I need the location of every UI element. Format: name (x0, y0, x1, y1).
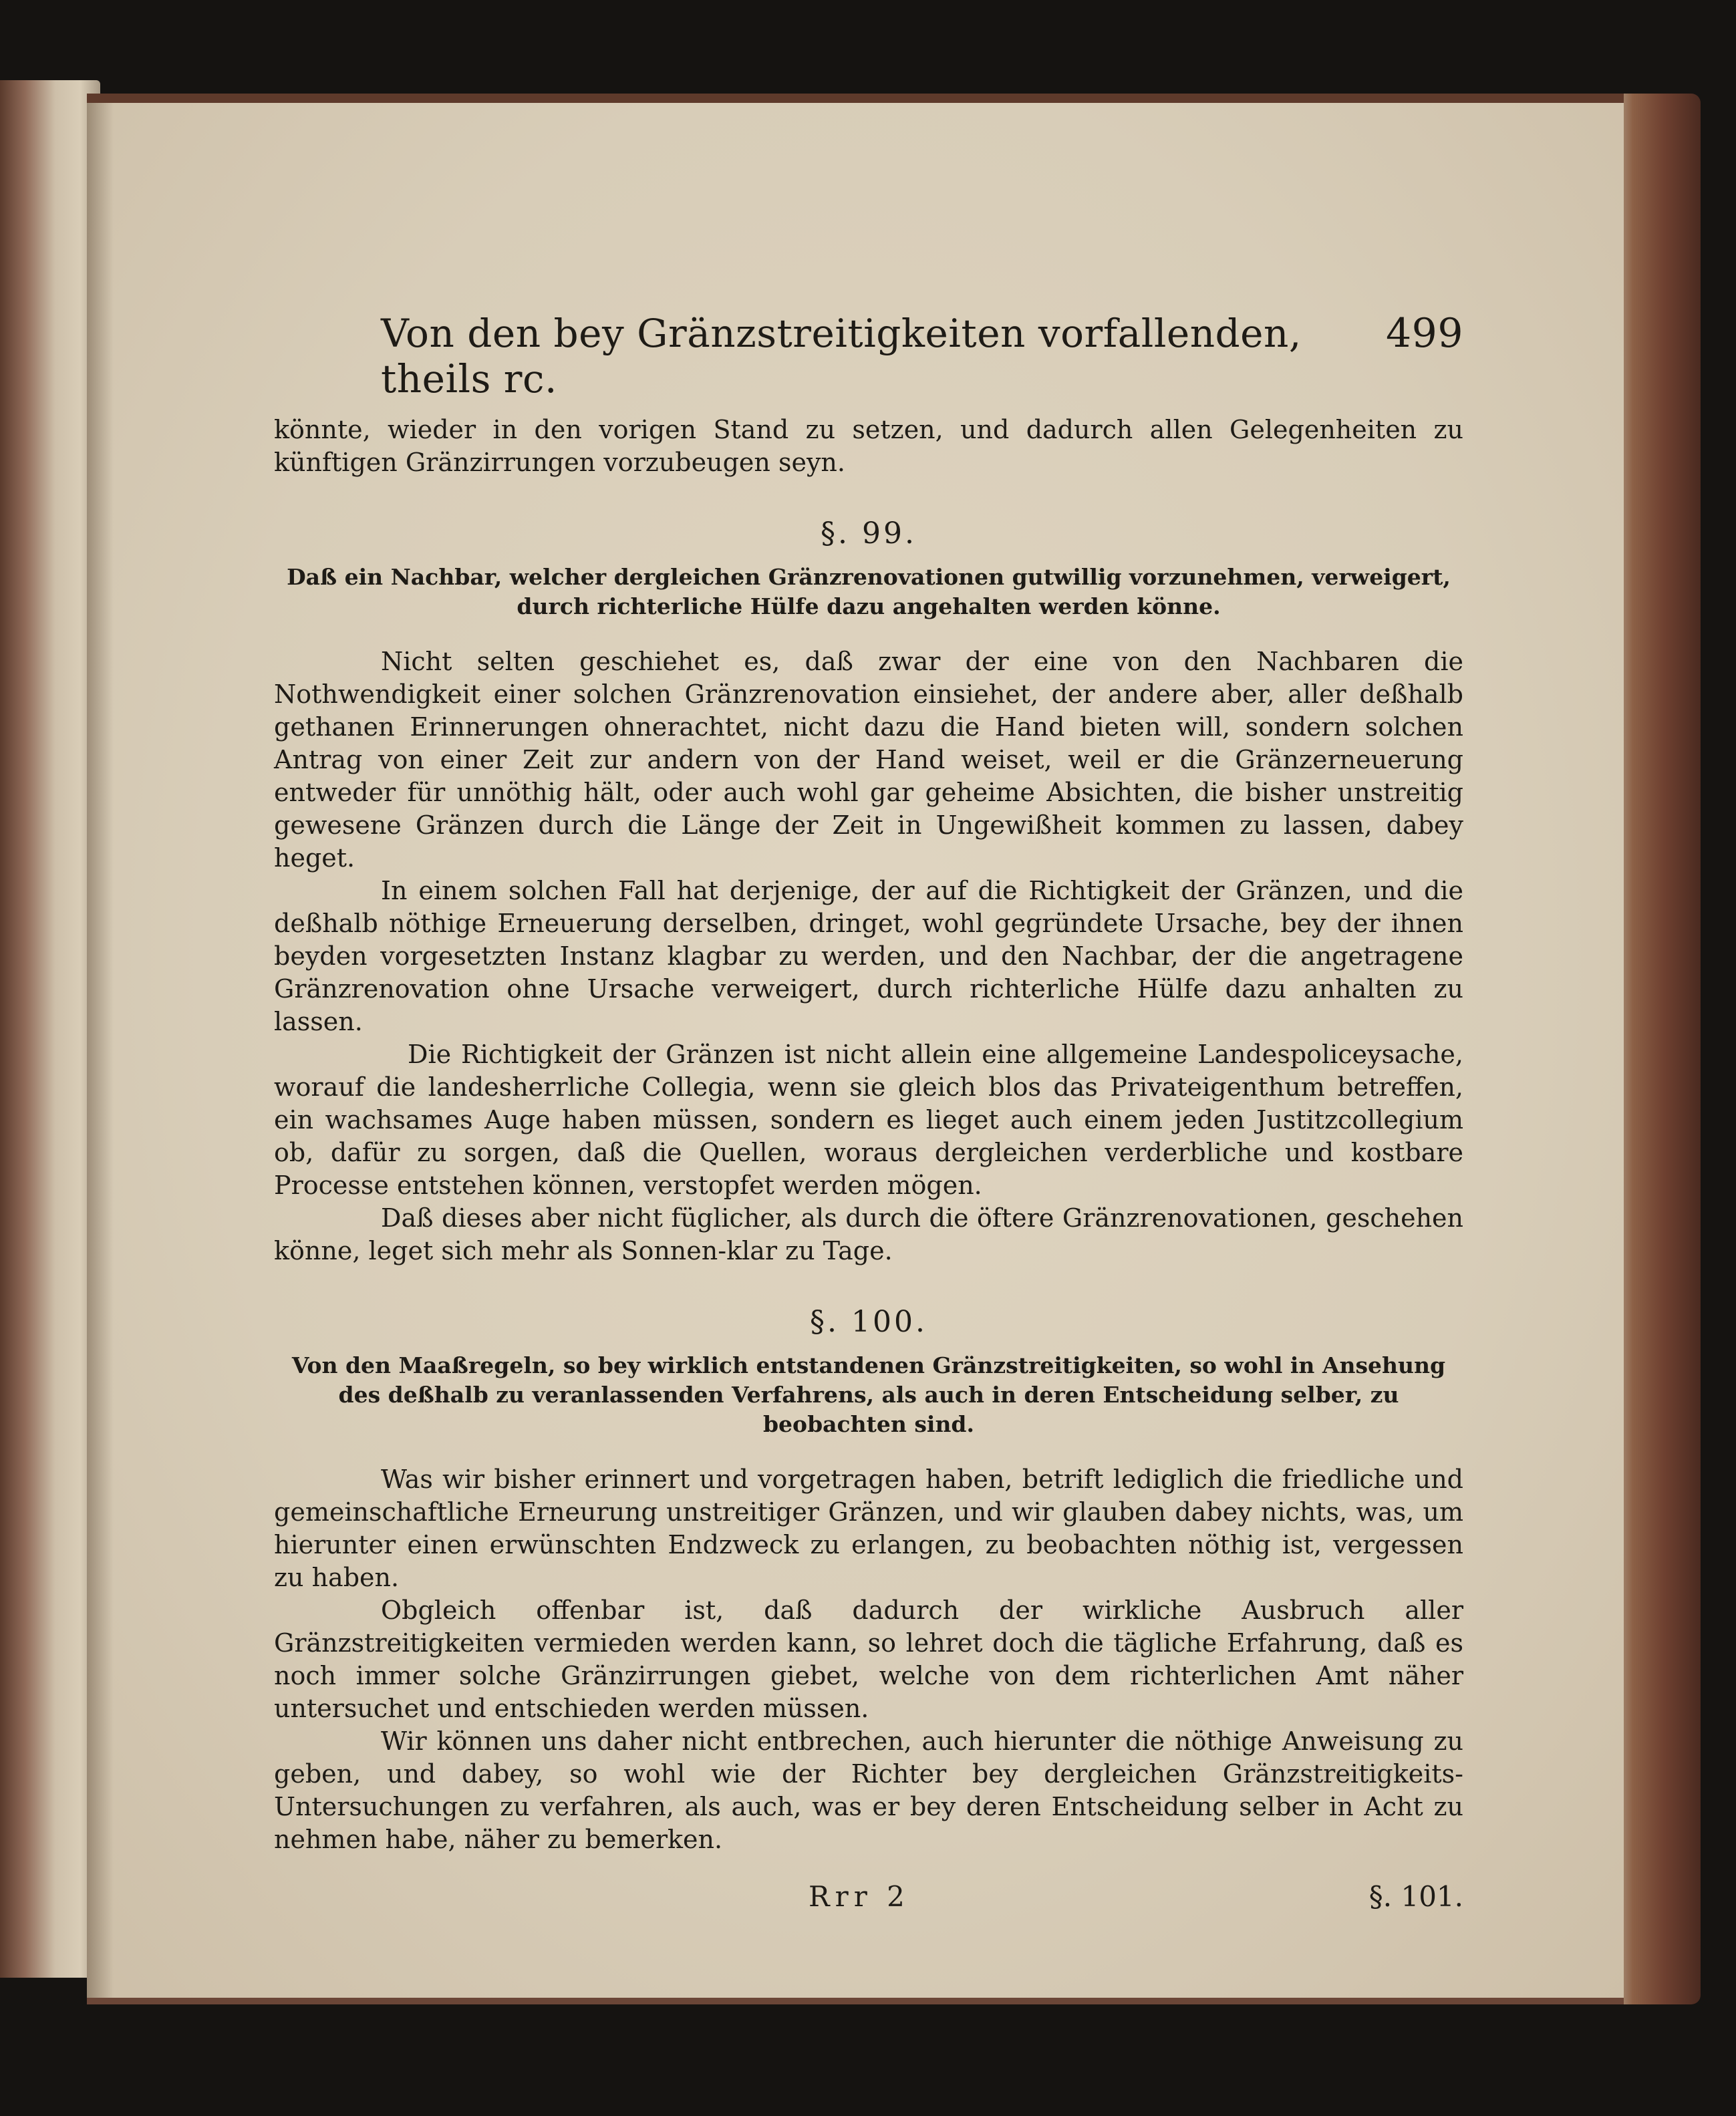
book-cover-edge (1610, 94, 1701, 2004)
section-100-paragraph: Was wir bisher erinnert und vorgetragen haben, betrift lediglich die friedliche und gemeinschaftliche Erneurung unstreitiger Gränzen, und wir glauben dabey nichts, was, um hierunter einen erwünschten Endzweck zu erlangen, zu beobachten nöthig ist, vergessen zu haben. (274, 1465, 1463, 1592)
page-footer (274, 1880, 1463, 1920)
running-title: Von den bey Gränzstreitigkeiten vorfallenden, theils rc. (381, 311, 1302, 402)
section-99-title: Daß ein Nachbar, welcher dergleichen Gränzrenovationen gutwillig vorzunehmen, verweigert, durch richterliche Hülfe dazu angehalten werden könne. (287, 564, 1451, 619)
catchword: §. 101. (1368, 1880, 1463, 1913)
section-100-title: Von den Maaßregeln, so bey wirklich entstandenen Gränzstreitigkeiten, so wohl in Ansehung des deßhalb zu veranlassenden Verfahrens, als auch in deren Entscheidung selber, zu beobachten sind. (291, 1352, 1446, 1437)
section-100-paragraph: Wir können uns daher nicht entbrechen, auch hierunter die nöthige Anweisung zu geben, und dabey, so wohl wie der Richter bey dergleichen Gränzstreitigkeits-Untersuchungen zu verfahren, als auch, was er bey deren Entscheidung selber in Acht zu nehmen habe, näher zu bemerken. (274, 1726, 1463, 1854)
section-100-number: §. 100. (810, 1305, 927, 1339)
book-page (87, 94, 1624, 2004)
section-99-paragraph: Nicht selten geschiehet es, daß zwar der eine von den Nachbaren die Nothwendigkeit einer solchen Gränzrenovation einsiehet, der andere aber, aller deßhalb gethanen Erinnerungen ohnerachtet, nicht dazu die Hand bieten will, sondern solchen Antrag von einer Zeit zur andern von der Hand weiset, weil er die Gränzerneuerung entweder für unnöthig hält, oder auch wohl gar geheime Absichten, die bisher unstreitig gewesene Gränzen durch die Länge der Zeit in Ungewißheit kommen zu lassen, dabey heget. (274, 647, 1463, 873)
printer-signature: Rrr 2 (809, 1880, 910, 1913)
intro-paragraph: könnte, wieder in den vorigen Stand zu setzen, und dadurch allen Gelegenheiten zu künftigen Gränzirrungen vorzubeugen seyn. (274, 415, 1463, 477)
left-page-edge (0, 80, 100, 1978)
section-99-number: §. 99. (821, 516, 917, 551)
running-header (381, 310, 1463, 402)
page-number: 499 (1385, 310, 1463, 357)
section-99-paragraph: Daß dieses aber nicht füglicher, als durch die öftere Gränzrenovationen, geschehen könne, leget sich mehr als Sonnen-klar zu Tage. (274, 1203, 1463, 1265)
page-content (274, 310, 1463, 1920)
section-99-paragraph: Die Richtigkeit der Gränzen ist nicht allein eine allgemeine Landespoliceysache, worauf die landesherrliche Collegia, wenn sie gleich blos das Privateigenthum betreffen, ein wachsames Auge haben müssen, sondern es lieget auch einem jeden Justitzcollegium ob, dafür zu sorgen, daß die Quellen, woraus dergleichen verderbliche und kostbare Processe entstehen können, verstopfet werden mögen. (274, 1040, 1463, 1200)
section-100-paragraph: Obgleich offenbar ist, daß dadurch der wirkliche Ausbruch aller Gränzstreitigkeiten vermieden werden kann, so lehret doch die tägliche Erfahrung, daß es noch immer solche Gränzirrungen giebet, welche von dem richterlichen Amt näher untersuchet und entschieden werden müssen. (274, 1596, 1463, 1723)
section-99-paragraph: In einem solchen Fall hat derjenige, der auf die Richtigkeit der Gränzen, und die deßhalb nöthige Erneuerung derselben, dringet, wohl gegründete Ursache, bey der ihnen beyden vorgesetzten Instanz klagbar zu werden, und den Nachbar, der die angetragene Gränzrenovation ohne Ursache verweigert, durch richterliche Hülfe dazu anhalten zu lassen. (274, 876, 1463, 1036)
